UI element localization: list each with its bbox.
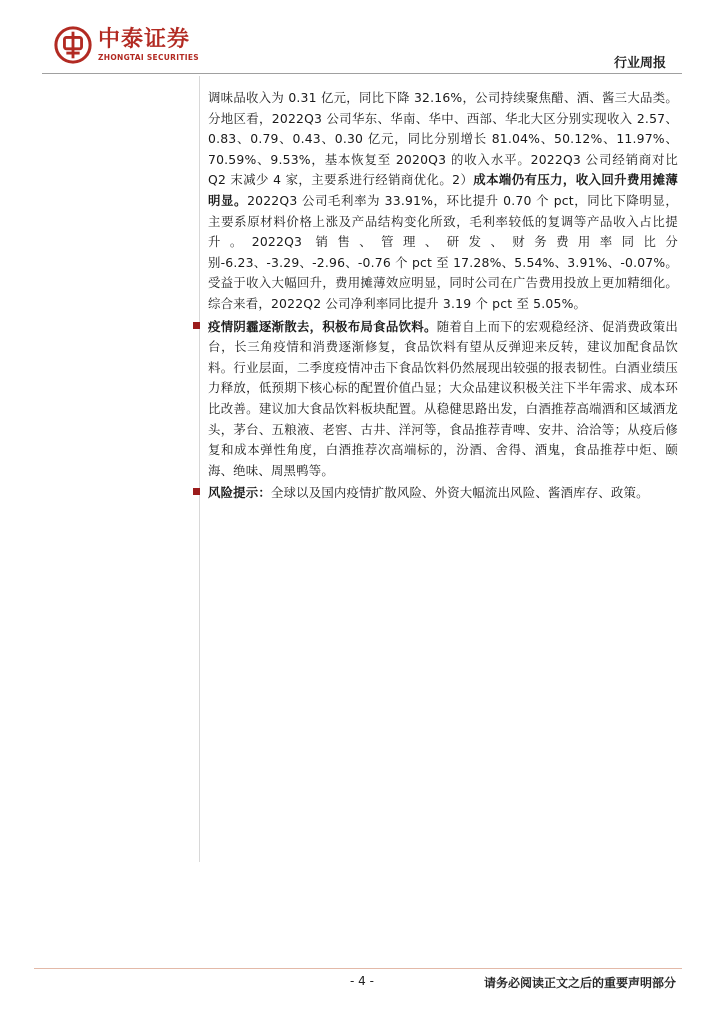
bullet-item-outlook [208, 317, 678, 482]
bullet-item-risk [208, 483, 678, 504]
paragraph-company-results [208, 88, 678, 315]
bullet-heading: 风险提示： [208, 485, 271, 501]
report-type-label: 行业周报 [613, 56, 666, 71]
left-margin-rule [199, 76, 200, 862]
paragraph-text-cont: 2022Q3 公司毛利率为 33.91%，环比提升 0.70 个 pct，同比下降明显，主要系原材料价格上涨及产品结构变化所致，毛利率较低的复调等产品收入占比提升。2022Q3 销售、管理、研发、财务费用率同比分别-6.23、-3.29、-2.96、-0.76 个 pct 至 17.28%、5.54%、3.91%、-0.07%。受益于收入大幅回升，费用摊薄效应明显，同时公司在广告费用投放上更加精细化。综合来看，2022Q2 公司净利率同比提升 3.19 个 pct 至 5.05%。 [208, 192, 678, 311]
main-content [208, 88, 678, 504]
bullet-heading: 疫情阴霾逐渐散去，积极布局食品饮料。 [208, 318, 437, 334]
footer-disclaimer: 请务必阅读正文之后的重要声明部分 [483, 976, 676, 990]
square-bullet-icon [193, 488, 200, 495]
header-divider [42, 73, 682, 74]
footer-divider [34, 968, 682, 969]
square-bullet-icon [193, 322, 200, 329]
paragraph-text: 调味品收入为 0.31 亿元，同比下降 32.16%，公司持续聚焦醋、酒、酱三大品类。分地区看，2022Q3 公司华东、华南、华中、西部、华北大区分别实现收入 2.57、0.83、0.79、0.43、0.30 亿元，同比分别增长 81.04%、50.12%、11.97%、70.59%、9.53%，基本恢复至 2020Q3 的收入水平。2022Q3 公司经销商对比 Q2 末减少 4 家，主要系进行经销商优化。2） [208, 90, 678, 188]
bullet-text: 全球以及国内疫情扩散风险、外资大幅流出风险、酱酒库存、政策。 [270, 485, 649, 501]
paragraph-highlight: 成本端仍有压力，收入回升费用摊薄明显。 [208, 172, 678, 208]
page-header [0, 0, 724, 80]
page-number: - 4 - [350, 974, 374, 988]
company-name-cn: 中泰证券 [98, 27, 191, 52]
bullet-text: 随着自上而下的宏观稳经济、促消费政策出台，长三角疫情和消费逐渐修复，食品饮料有望从反弹迎来反转，建议加配食品饮料。行业层面，二季度疫情冲击下食品饮料仍然展现出较强的报表韧性。白酒业绩压力释放，低预期下核心标的配置价值凸显；大众品建议积极关注下半年需求、成本环比改善。建议加大食品饮料板块配置。从稳健思路出发，白酒推荐高端酒和区域酒龙头，茅台、五粮液、老窖、古井、洋河等，食品推荐青啤、安井、洽洽等；从疫后修复和成本弹性角度，白酒推荐次高端标的，汾酒、舍得、酒鬼，食品推荐中炬、颐海、绝味、周黑鸭等。 [208, 318, 678, 478]
company-name-en: ZHONGTAI SECURITIES [98, 53, 199, 62]
zhongtai-logo-icon [54, 26, 92, 64]
company-logo [54, 26, 199, 64]
